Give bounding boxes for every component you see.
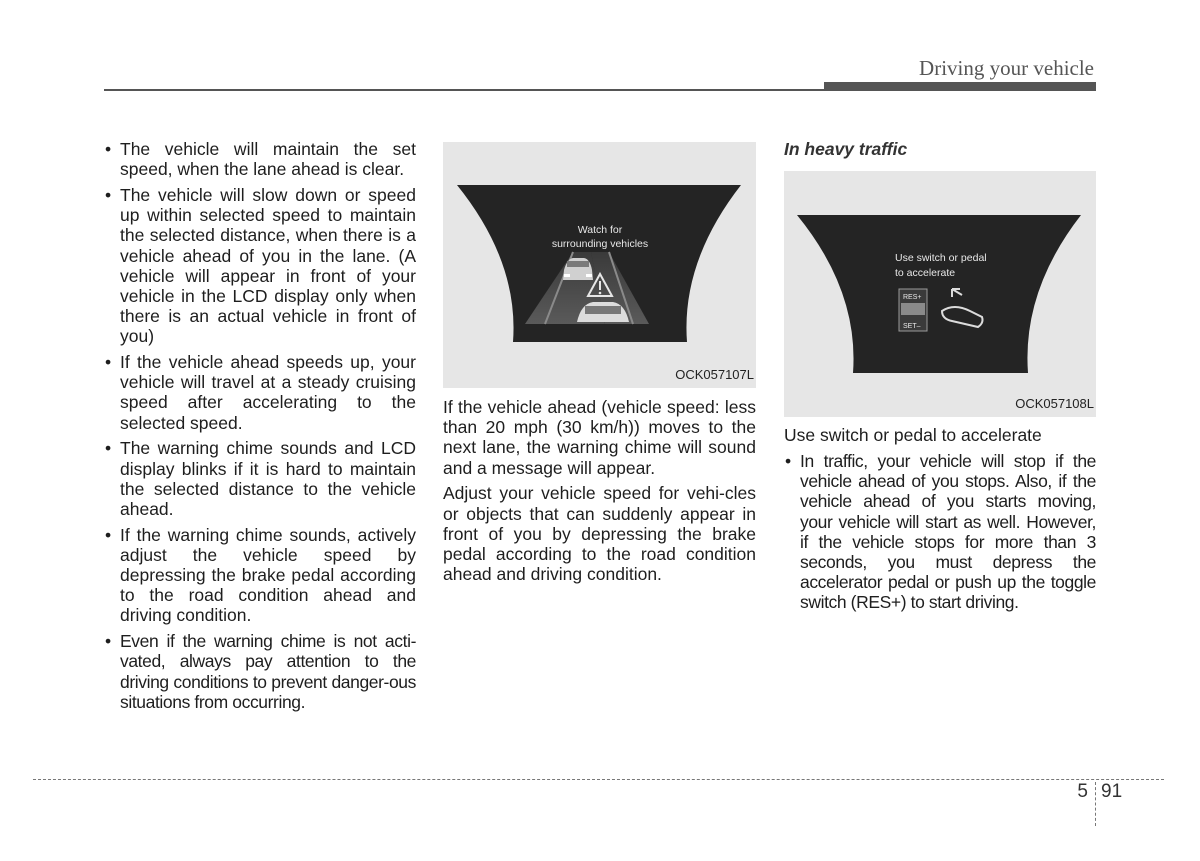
header-rule-accent — [824, 82, 1096, 91]
list-item: • The vehicle will slow down or speed up within selected speed to maintain the selected distance, when there is a vehicle ahead of you in the lane. (A vehicle will appear in front of your vehicle in the LCD display only when there is an actual vehicle in front of you) — [104, 185, 416, 347]
list-item: • The warning chime sounds and LCD display blinks if it is hard to maintain the selected distance to the vehicle ahead. — [104, 438, 416, 519]
chapter-number: 5 — [1077, 781, 1088, 802]
paragraph: Adjust your vehicle speed for vehi-cles or objects that can suddenly appear in front of you by depressing the brake pedal according to the road condition ahead and driving condition. — [443, 483, 756, 585]
toggle-switch-icon — [899, 289, 927, 331]
figure-code: OCK057107L — [675, 366, 754, 382]
paragraph: If the vehicle ahead (vehicle speed: less than 20 mph (30 km/h)) moves to the next lane, the warning chime will sound and a message will appear. — [443, 397, 756, 478]
section-heading: In heavy traffic — [784, 139, 908, 159]
bullet-list — [104, 139, 416, 712]
right-column — [784, 139, 1096, 618]
list-item: • Even if the warning chime is not acti-vated, always pay attention to the driving conditions to prevent danger-ous situations from occurring. — [104, 631, 416, 712]
cluster-display-illustration — [784, 171, 1096, 417]
middle-column — [443, 142, 756, 590]
list-item: • If the vehicle ahead speeds up, your vehicle will travel at a steady cruising speed after accelerating to the selected speed. — [104, 352, 416, 433]
header-title: Driving your vehicle — [919, 56, 1094, 80]
display-message-line1: Watch for — [577, 224, 623, 236]
cluster-display-illustration — [443, 142, 756, 388]
bullet-list — [784, 451, 1096, 613]
page-number-divider — [1095, 782, 1096, 826]
footer-rule — [33, 779, 1164, 780]
figure-code: OCK057108L — [1015, 396, 1094, 411]
list-item: • In traffic, your vehicle will stop if the vehicle ahead of you stops. Also, if the vehicle ahead of you starts moving, your vehicle will start as well. However, if the vehicle stops for more than 3 seconds, you must depress the accelerator pedal or push up the toggle switch (RES+) to start driving. — [784, 451, 1096, 613]
intro-text: Use switch or pedal to accelerate — [784, 425, 1042, 446]
figure-watch-vehicles — [443, 142, 756, 388]
left-column — [104, 139, 416, 717]
display-panel — [797, 215, 1081, 373]
switch-res-label: RES+ — [903, 294, 922, 302]
display-message-line1: Use switch or pedal — [895, 252, 987, 265]
list-item: • If the warning chime sounds, actively adjust the vehicle speed by depressing the brake pedal according to the road condition ahead and driving condition. — [104, 525, 416, 626]
display-message-line2: surrounding vehicles — [551, 238, 649, 250]
car-ahead-icon — [563, 258, 593, 280]
display-message-line2: to accelerate — [895, 267, 956, 280]
switch-set-label: SET– — [903, 323, 921, 331]
figure-use-switch-or-pedal — [784, 171, 1096, 417]
page-number: 91 — [1101, 781, 1123, 802]
header-rule — [104, 89, 824, 91]
list-item: • The vehicle will maintain the set speed, when the lane ahead is clear. — [104, 139, 416, 179]
